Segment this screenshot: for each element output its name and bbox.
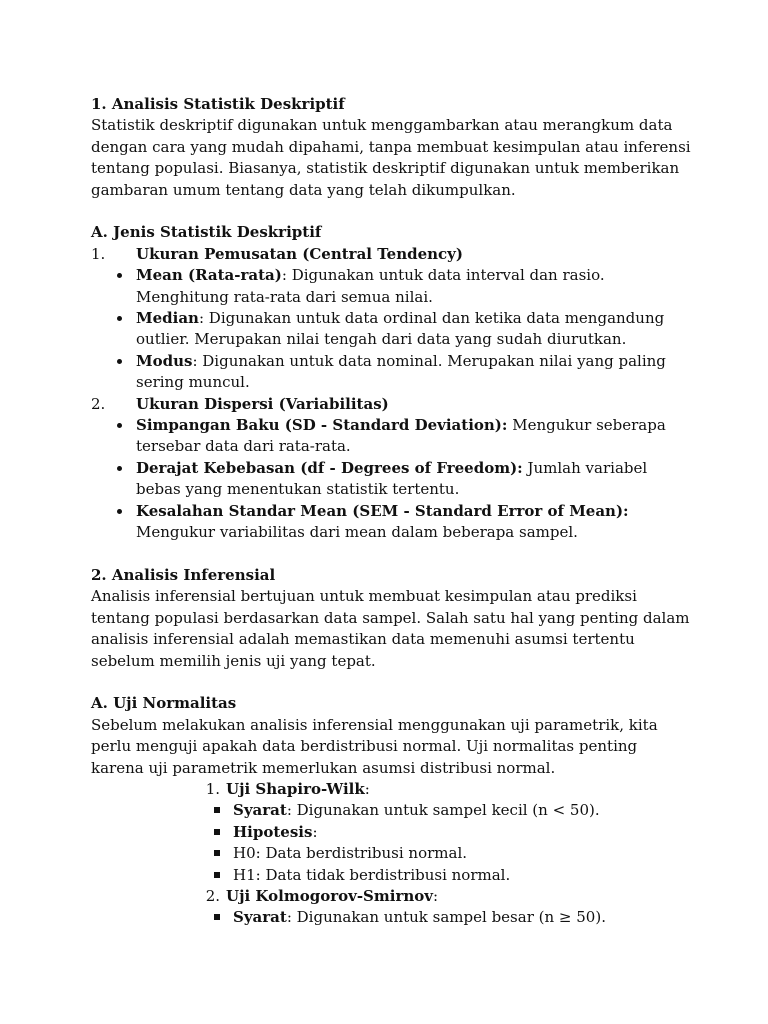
- list-item: [115, 265, 691, 308]
- subsection-2a-heading: A. Uji Normalitas: [91, 694, 237, 713]
- list-item: [115, 308, 691, 351]
- item-colon: :: [433, 886, 439, 905]
- item-label: Uji Kolmogorov-Smirnov: [226, 886, 433, 905]
- list-text: : Digunakan untuk sampel kecil (n < 50).: [286, 801, 600, 820]
- list-text: : Digunakan untuk sampel besar (n ≥ 50).: [286, 908, 606, 927]
- list-term: Modus: [136, 351, 193, 370]
- list-text: :: [312, 822, 318, 841]
- list-term: Kesalahan Standar Mean (SEM - Standard Error of Mean):: [136, 501, 629, 520]
- item-label: Uji Shapiro-Wilk: [226, 779, 365, 798]
- list-text: : Digunakan untuk data interval dan rasio. Menghitung rata-rata dari semua nilai.: [136, 266, 605, 306]
- list-term: Hipotesis: [233, 822, 313, 841]
- kolmogorov-smirnov-list: [91, 907, 691, 928]
- list-term: Simpangan Baku (SD - Standard Deviation):: [136, 416, 508, 435]
- list-item: [212, 843, 691, 864]
- dispersion-list: [91, 415, 691, 543]
- test-kolmogorov-smirnov: [91, 886, 691, 907]
- list-item: [115, 415, 691, 458]
- numbered-item-dispersion: [91, 394, 691, 415]
- list-text: : Digunakan untuk data nominal. Merupakan nilai yang paling sering muncul.: [136, 351, 666, 392]
- list-text: : Digunakan untuk data ordinal dan ketika data mengandung outlier. Merupakan nilai tengah dari data yang sudah diurutkan.: [136, 309, 665, 349]
- subsection-1a-heading: A. Jenis Statistik Deskriptif: [91, 223, 322, 242]
- subsection-2a-paragraph: Sebelum melakukan analisis inferensial menggunakan uji parametrik, kita perlu menguji apakah data berdistribusi normal. Uji normalitas penting karena uji parametrik memerlukan asumsi distribusi normal.: [91, 715, 658, 777]
- list-text: H0: Data berdistribusi normal.: [233, 844, 468, 863]
- list-term: Syarat: [233, 801, 287, 820]
- list-item: [212, 822, 691, 843]
- item-colon: :: [364, 779, 370, 798]
- item-number: 2.: [91, 394, 106, 413]
- section-2-heading: 2. Analisis Inferensial: [91, 565, 276, 584]
- central-tendency-list: [91, 265, 691, 393]
- item-number: 1.: [205, 779, 220, 798]
- list-item: [212, 907, 691, 928]
- item-number: 2.: [205, 886, 220, 905]
- item-label: Ukuran Pemusatan (Central Tendency): [136, 244, 463, 263]
- list-text: H1: Data tidak berdistribusi normal.: [233, 865, 511, 884]
- list-term: Syarat: [233, 908, 287, 927]
- shapiro-wilk-list: [91, 800, 691, 886]
- list-term: Derajat Kebebasan (df - Degrees of Freedom):: [136, 458, 523, 477]
- section-1-heading: 1. Analisis Statistik Deskriptif: [91, 95, 345, 113]
- list-term: Median: [136, 309, 199, 328]
- list-text: Mengukur seberapa tersebar data dari rata-rata.: [136, 416, 666, 456]
- list-item: [115, 351, 691, 394]
- list-term: Mean (Rata-rata): [136, 266, 282, 285]
- section-2-paragraph: Analisis inferensial bertujuan untuk membuat kesimpulan atau prediksi tentang populasi berdasarkan data sampel. Salah satu hal yang penting dalam analisis inferensial adalah memastikan data memenuhi asumsi tertentu sebelum memilih jenis uji yang tepat.: [91, 587, 690, 670]
- section-1-paragraph: Statistik deskriptif digunakan untuk menggambarkan atau merangkum data dengan cara yang mudah dipahami, tanpa membuat kesimpulan atau inferensi tentang populasi. Biasanya, statistik deskriptif digunakan untuk memberikan gambaran umum tentang data yang telah dikumpulkan.: [91, 116, 691, 199]
- list-item: [212, 800, 691, 821]
- document-content: [91, 94, 691, 929]
- item-label: Ukuran Dispersi (Variabilitas): [136, 394, 389, 413]
- list-item: [115, 501, 691, 544]
- list-text: Mengukur variabilitas dari mean dalam beberapa sampel.: [136, 523, 578, 542]
- list-item: [212, 865, 691, 886]
- numbered-item-central-tendency: [91, 244, 691, 265]
- list-text: Jumlah variabel bebas yang menentukan statistik tertentu.: [136, 458, 648, 499]
- list-item: [115, 458, 691, 501]
- item-number: 1.: [91, 244, 106, 263]
- test-shapiro-wilk: [91, 779, 691, 800]
